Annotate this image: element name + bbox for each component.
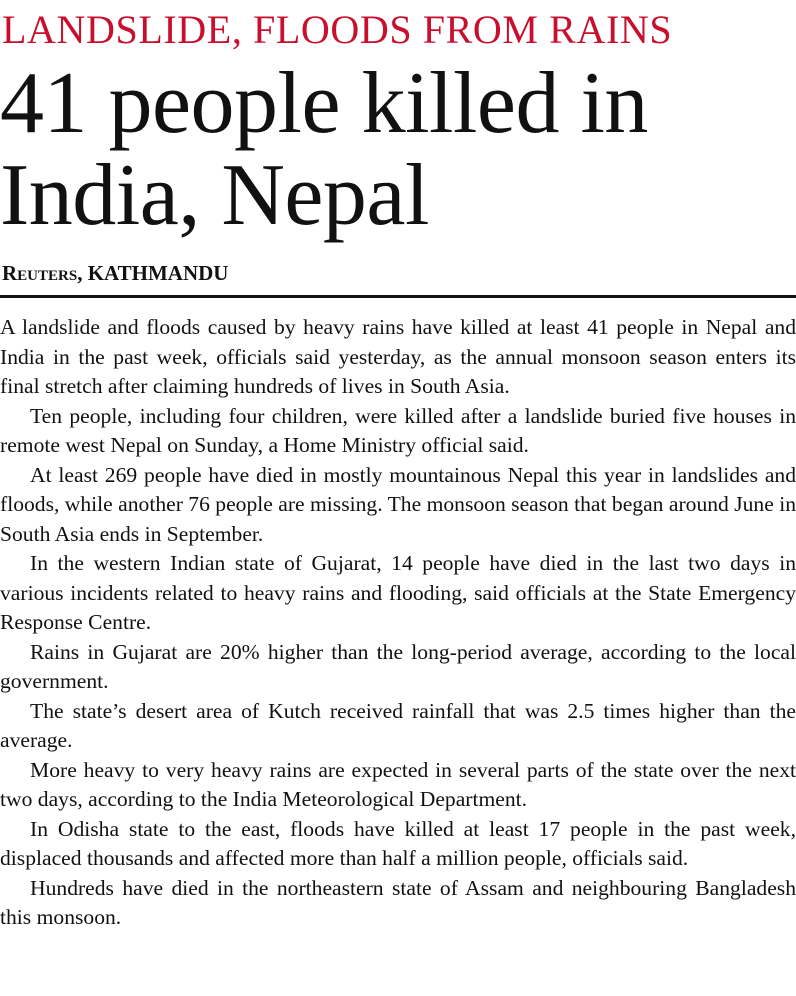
article-paragraph: In the western Indian state of Gujarat, 14 people have died in the last two days in various incidents related to heavy rains and flooding, said officials at the State Emergency Response Centre. bbox=[0, 551, 796, 634]
article-paragraph: More heavy to very heavy rains are expected in several parts of the state over the next two days, according to the India Meteorological Department. bbox=[0, 757, 796, 811]
byline-agency: Reuters bbox=[2, 261, 78, 285]
byline-divider bbox=[0, 295, 796, 298]
headline-line-1: 41 people killed in bbox=[0, 55, 648, 152]
article-paragraph: Rains in Gujarat are 20% higher than the long-period average, according to the local government. bbox=[0, 639, 796, 693]
byline-dateline: KATHMANDU bbox=[87, 261, 229, 285]
headline bbox=[0, 55, 648, 244]
byline-separator: , bbox=[77, 261, 88, 285]
article-paragraph: Hundreds have died in the northeastern state of Assam and neighbouring Bangladesh this monsoon. bbox=[0, 875, 796, 929]
article-paragraph: At least 269 people have died in mostly mountainous Nepal this year in landslides and floods, while another 76 people are missing. The monsoon season that began around June in South Asia ends in September. bbox=[0, 462, 796, 546]
byline bbox=[2, 260, 228, 286]
headline-line-2: India, Nepal bbox=[0, 147, 429, 244]
article-paragraph: In Odisha state to the east, floods have killed at least 17 people in the past week, displaced thousands and affected more than half a million people, officials said. bbox=[0, 816, 796, 870]
article-paragraph: A landslide and floods caused by heavy rains have killed at least 41 people in Nepal and India in the past week, officials said yesterday, as the annual monsoon season enters its final stretch after claiming hundreds of lives in South Asia. bbox=[0, 315, 796, 398]
article-paragraph: Ten people, including four children, were killed after a landslide buried five houses in remote west Nepal on Sunday, a Home Ministry official said. bbox=[0, 403, 796, 457]
article-body bbox=[0, 313, 796, 933]
kicker-headline: LANDSLIDE, FLOODS FROM RAINS bbox=[2, 7, 673, 52]
article-paragraph: The state’s desert area of Kutch received rainfall that was 2.5 times higher than the average. bbox=[0, 698, 796, 752]
